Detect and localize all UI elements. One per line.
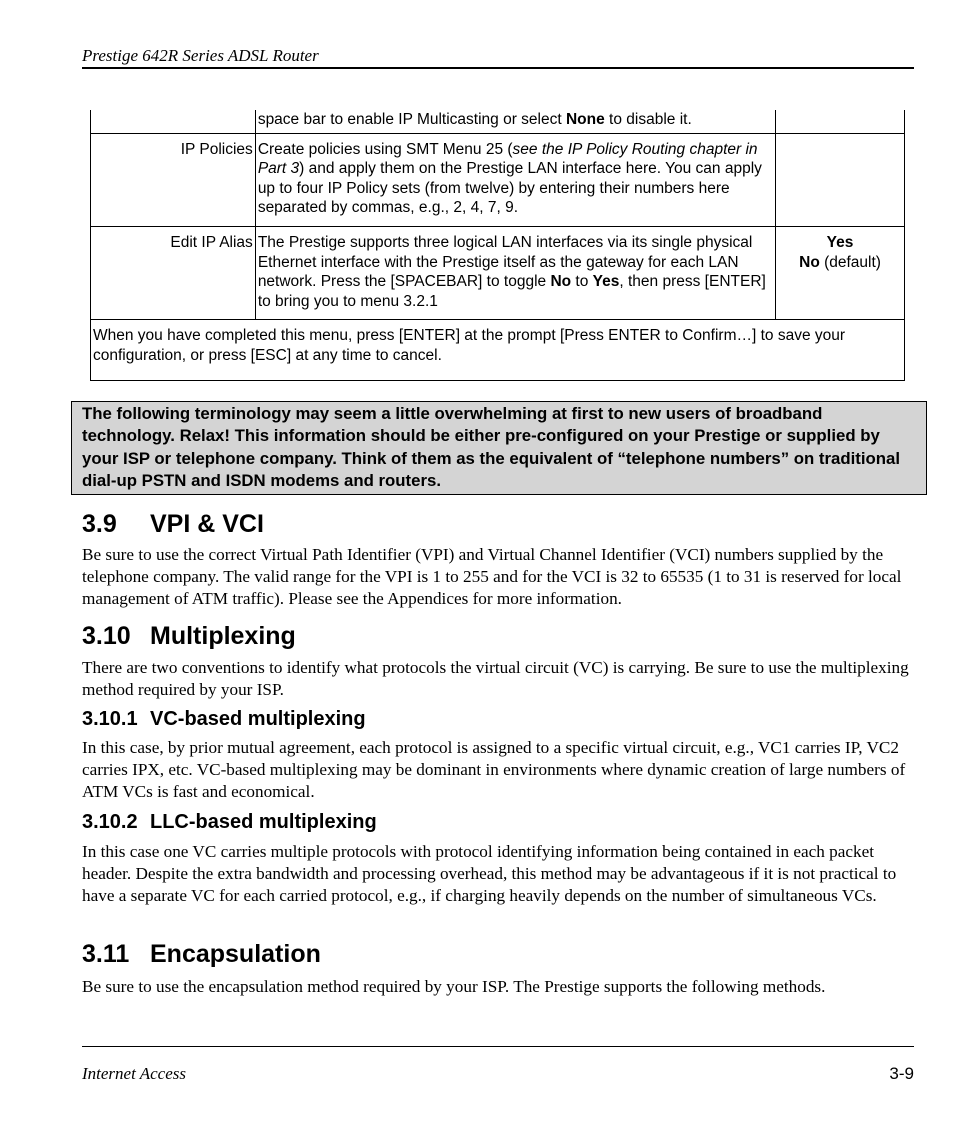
table-row bbox=[91, 320, 905, 380]
desc-ip-policies bbox=[255, 133, 775, 226]
table-cell-description bbox=[255, 110, 775, 133]
table-row bbox=[91, 110, 905, 133]
row0-text-post: to disable it. bbox=[604, 111, 692, 128]
page-number: 3-9 bbox=[889, 1064, 914, 1083]
options-ip-policies bbox=[776, 133, 905, 226]
option-no: No bbox=[799, 253, 820, 271]
desc-text-post: , then press [ENTER] to bring you to menu 3.2.1 bbox=[257, 273, 766, 310]
settings-table bbox=[90, 110, 905, 381]
desc-text: The Prestige supports three logical LAN interfaces via its single physical Ethernet interface with the Prestige itself as the gateway for each LAN network. Press the [SPACEBAR] to toggle bbox=[257, 233, 753, 291]
section-number: 3.10.1 bbox=[82, 708, 138, 730]
option-yes: Yes bbox=[826, 233, 854, 251]
desc-text-post: ) and apply them on the Prestige LAN interface here. You can apply up to four IP Policy sets (from twelve) by entering their numbers here separated by commas, e.g., 2, 4, 7, 9. bbox=[257, 160, 762, 217]
section-heading-3-9 bbox=[82, 510, 264, 539]
running-header: Prestige 642R Series ADSL Router bbox=[82, 46, 319, 65]
row0-text: space bar to enable IP Multicasting or select bbox=[257, 111, 566, 128]
section-heading-3-10-2 bbox=[82, 811, 377, 834]
section-body-3-10-1: In this case, by prior mutual agreement, each protocol is assigned to a specific virtual circuit, e.g., VC1 carries IP, VC2 carries IPX, etc. VC-based multiplexing may be dominant in environments where dynamic creation of large numbers of ATM VCs is fast and economical. bbox=[82, 738, 906, 802]
section-heading-3-10-1 bbox=[82, 708, 366, 731]
section-number: 3.10.2 bbox=[82, 811, 138, 833]
desc-italic: see the IP Policy Routing chapter in Part 3 bbox=[257, 140, 758, 178]
desc-edit-ip-alias bbox=[255, 226, 775, 319]
section-title: VC-based multiplexing bbox=[150, 708, 366, 730]
footer-chapter: Internet Access bbox=[82, 1064, 187, 1083]
section-title: VPI & VCI bbox=[150, 510, 264, 538]
option-default: (default) bbox=[819, 253, 881, 271]
table-row bbox=[91, 226, 905, 319]
footer-rule bbox=[82, 1046, 914, 1047]
desc-no: No bbox=[550, 273, 572, 291]
header-rule bbox=[82, 67, 914, 69]
table-cell-options bbox=[776, 110, 905, 133]
section-body-3-10-2: In this case one VC carries multiple protocols with protocol identifying information being contained in each packet header. Despite the extra bandwidth and processing overhead, this method may be advantageous if it is not practical to have a separate VC for each carried protocol, e.g., if charging heavily depends on the number of simultaneous VCs. bbox=[82, 842, 897, 906]
section-body-3-11: Be sure to use the encapsulation method required by your ISP. The Prestige supports the following methods. bbox=[82, 977, 826, 996]
desc-yes: Yes bbox=[592, 273, 620, 291]
section-number: 3.11 bbox=[82, 940, 130, 968]
field-ip-policies: IP Policies bbox=[91, 133, 256, 226]
section-heading-3-10 bbox=[82, 622, 296, 651]
options-edit-ip-alias bbox=[776, 226, 905, 319]
table-cell-field bbox=[91, 110, 256, 133]
table-footer-note: When you have completed this menu, press [ENTER] at the prompt [Press ENTER to Confirm…] to save your configuration, or press [ESC] at any time to cancel. bbox=[91, 320, 905, 380]
desc-to: to bbox=[571, 273, 593, 291]
section-number: 3.9 bbox=[82, 510, 117, 538]
field-edit-ip-alias: Edit IP Alias bbox=[91, 226, 256, 319]
section-title: Encapsulation bbox=[150, 940, 321, 968]
row0-bold: None bbox=[565, 111, 605, 128]
section-heading-3-11 bbox=[82, 940, 321, 969]
section-number: 3.10 bbox=[82, 622, 131, 650]
desc-text: Create policies using SMT Menu 25 ( bbox=[257, 140, 513, 158]
section-title: LLC-based multiplexing bbox=[150, 811, 377, 833]
section-body-3-10: There are two conventions to identify what protocols the virtual circuit (VC) is carrying. Be sure to use the multiplexing method required by your ISP. bbox=[82, 658, 909, 700]
terminology-note: The following terminology may seem a little overwhelming at first to new users of broadband technology. Relax! This information should be either pre-configured on your Prestige or supplied by your ISP or telephone company. Think of them as the equivalent of “telephone numbers” on traditional dial-up PSTN and ISDN modems and routers. bbox=[71, 401, 927, 495]
section-body-3-9: Be sure to use the correct Virtual Path Identifier (VPI) and Virtual Channel Identifier (VCI) numbers supplied by the telephone company. The valid range for the VPI is 1 to 255 and for the VCI is 32 to 65535 (1 to 31 is reserved for local management of ATM traffic). Please see the Appendices for more information. bbox=[82, 545, 902, 609]
table-row bbox=[91, 133, 905, 226]
section-title: Multiplexing bbox=[150, 622, 296, 650]
